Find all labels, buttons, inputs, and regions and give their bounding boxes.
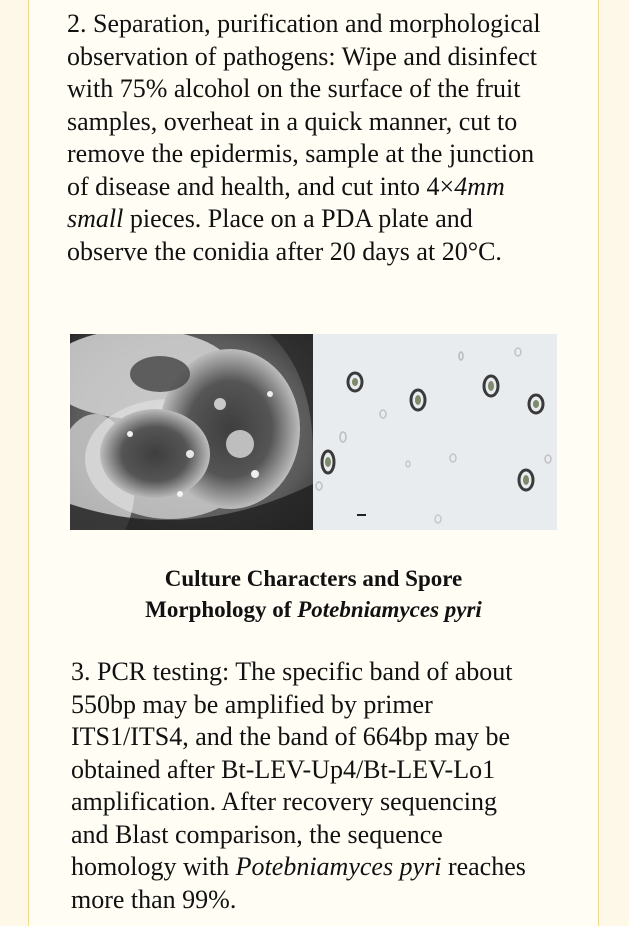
section-2-line [67, 203, 577, 236]
section-2-line: remove the epidermis, sample at the junction [67, 139, 535, 168]
conidia-micrograph-image [313, 334, 557, 530]
content-panel [28, 0, 599, 926]
section-2-line: with 75% alcohol on the surface of the fruit [67, 74, 521, 103]
section-2-paragraph [67, 8, 577, 268]
section-3-line: 550bp may be amplified by primer [71, 689, 433, 719]
italic-run: 4mm [454, 171, 505, 201]
figure [70, 334, 557, 530]
figure-caption [29, 563, 598, 625]
section-3-line: more than 99%. [71, 884, 237, 914]
italic-run: small [67, 204, 124, 233]
section-2-line: 2. Separation, purification and morphological [67, 9, 541, 38]
italic-run: Potebniamyces pyri [235, 852, 442, 881]
section-3-line: amplification. After recovery sequencing [71, 787, 497, 816]
text-run: of disease and health, and cut into 4× [67, 171, 455, 201]
section-3-line: ITS1/ITS4, and the band of 664bp may be [71, 722, 511, 751]
text-run: Morphology of [145, 597, 298, 622]
text-run: homology with [71, 852, 236, 881]
section-3-line: obtained after Bt-LEV-Up4/Bt-LEV-Lo1 [71, 754, 496, 784]
section-3-line [71, 851, 581, 884]
section-3-line: and Blast comparison, the sequence [71, 819, 443, 849]
text-run: pieces. Place on a PDA plate and [123, 204, 473, 233]
caption-line: Culture Characters and Spore [164, 566, 463, 591]
section-2-line: samples, overheat in a quick manner, cut to [67, 106, 518, 136]
petri-dish-culture-image [70, 334, 313, 530]
section-2-line [67, 171, 577, 204]
section-3-line: 3. PCR testing: The specific band of about [71, 657, 513, 686]
section-3-paragraph [71, 656, 581, 916]
caption-line [29, 594, 598, 625]
text-run: reaches [441, 852, 526, 881]
section-2-line: observe the conidia after 20 days at 20°C. [67, 236, 502, 266]
italic-run: Potebniamyces pyri [297, 597, 482, 622]
section-2-line: observation of pathogens: Wipe and disinfect [67, 41, 537, 71]
